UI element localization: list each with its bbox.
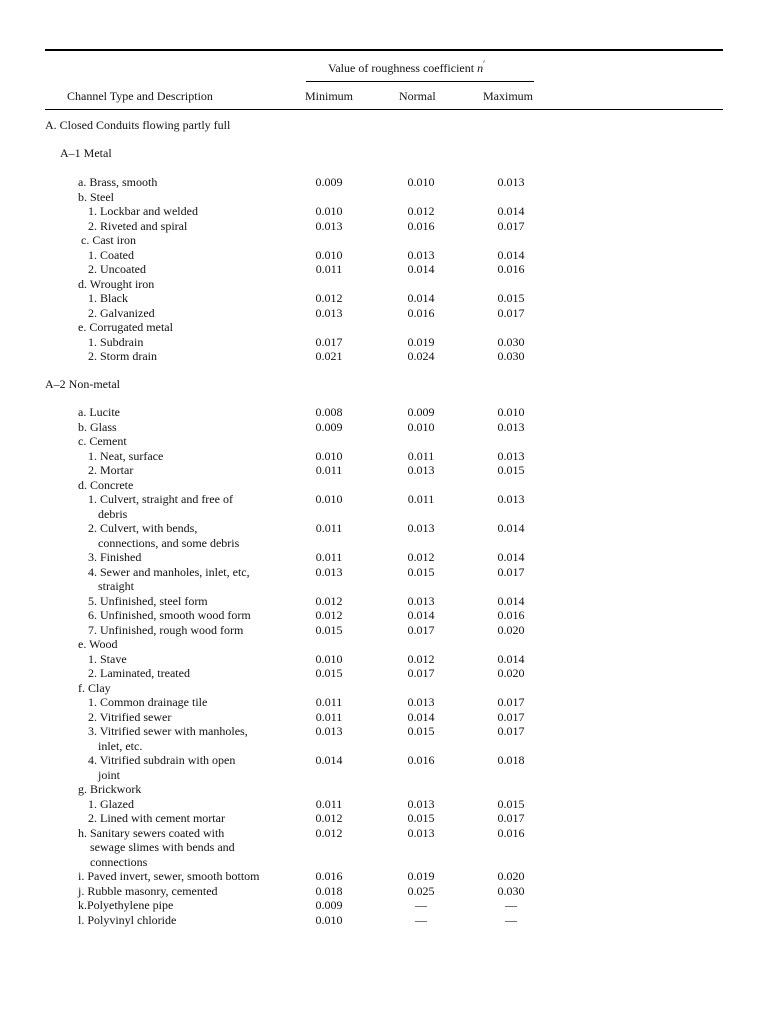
normal-value: 0.016 xyxy=(407,218,435,233)
maximum-value: 0.016 xyxy=(497,608,525,622)
maximum-value: 0.020 xyxy=(497,869,525,883)
table-row xyxy=(0,335,768,350)
normal-value: 0.010 xyxy=(407,175,435,189)
row-description: g. Brickwork xyxy=(78,782,142,796)
normal-value: — xyxy=(415,912,427,927)
normal-value: 0.025 xyxy=(407,883,435,898)
minimum-value: 0.010 xyxy=(315,247,343,262)
maximum-value: 0.030 xyxy=(497,883,525,898)
row-description: inlet, etc. xyxy=(98,738,143,753)
row-description: 1. Neat, surface xyxy=(88,448,164,463)
table-row xyxy=(0,608,768,623)
row-description: k.Polyethylene pipe xyxy=(78,898,174,912)
table-row xyxy=(0,536,768,551)
table-row xyxy=(0,869,768,884)
table-row xyxy=(0,550,768,565)
row-description: 2. Laminated, treated xyxy=(88,666,190,680)
table-row xyxy=(0,320,768,335)
table-row xyxy=(0,463,768,478)
maximum-value: 0.017 xyxy=(497,724,525,738)
row-description: 1. Black xyxy=(88,291,128,305)
row-description: connections, and some debris xyxy=(98,535,240,550)
maximum-value: 0.013 xyxy=(497,448,525,463)
maximum-value: 0.013 xyxy=(497,175,525,189)
row-description: 2. Culvert, with bends, xyxy=(88,521,198,535)
maximum-value: 0.020 xyxy=(497,666,525,680)
maximum-value: 0.014 xyxy=(497,651,525,666)
table-row xyxy=(0,521,768,536)
row-description: 1. Stave xyxy=(88,651,127,666)
normal-value: 0.014 xyxy=(407,291,435,305)
row-description: debris xyxy=(98,506,128,521)
normal-value: 0.019 xyxy=(407,334,435,349)
row-description: 6. Unfinished, smooth wood form xyxy=(88,608,251,622)
row-description: e. Wood xyxy=(78,637,118,651)
row-description: e. Corrugated metal xyxy=(78,320,173,334)
minimum-value: 0.012 xyxy=(315,811,343,825)
maximum-value: 0.013 xyxy=(497,492,525,506)
maximum-value: 0.030 xyxy=(497,334,525,349)
maximum-value: — xyxy=(505,898,517,912)
row-description: straight xyxy=(98,579,134,593)
maximum-value: 0.014 xyxy=(497,593,525,608)
row-description: 2. Vitrified sewer xyxy=(88,709,172,724)
row-description: f. Clay xyxy=(78,680,111,695)
normal-value: 0.016 xyxy=(407,305,435,320)
row-description: b. Glass xyxy=(78,419,117,434)
minimum-value: 0.011 xyxy=(315,463,343,477)
row-description: 1. Glazed xyxy=(88,796,134,811)
maximum-value: 0.016 xyxy=(497,825,525,840)
table-row xyxy=(0,753,768,768)
row-description: i. Paved invert, sewer, smooth bottom xyxy=(78,869,260,883)
normal-value: 0.012 xyxy=(407,204,435,218)
minimum-value: 0.009 xyxy=(315,898,343,912)
minimum-value: 0.021 xyxy=(315,349,343,363)
row-description: h. Sanitary sewers coated with xyxy=(78,825,225,840)
table-row xyxy=(0,262,768,277)
minimum-value: 0.012 xyxy=(315,291,343,305)
table-row xyxy=(0,248,768,263)
maximum-value: 0.014 xyxy=(497,550,525,564)
section-a1-title: A–1 Metal xyxy=(60,146,112,160)
minimum-value: 0.010 xyxy=(315,448,343,463)
row-description: 1. Subdrain xyxy=(88,334,144,349)
row-description: 2. Uncoated xyxy=(88,262,146,276)
row-description: 1. Culvert, straight and free of xyxy=(88,492,233,506)
n-prime: ′ xyxy=(483,59,486,69)
table-row xyxy=(0,724,768,739)
maximum-value: 0.015 xyxy=(497,796,525,811)
row-description: 2. Riveted and spiral xyxy=(88,218,188,233)
row-description: 4. Sewer and manholes, inlet, etc, xyxy=(88,564,250,579)
table-row xyxy=(0,190,768,205)
row-description: 1. Coated xyxy=(88,247,134,262)
minimum-value: 0.011 xyxy=(315,796,343,811)
minimum-value: 0.012 xyxy=(315,825,343,840)
normal-value: 0.010 xyxy=(407,419,435,434)
maximum-column-header: Maximum xyxy=(483,89,533,103)
row-description: l. Polyvinyl chloride xyxy=(78,912,177,927)
table-row xyxy=(0,204,768,219)
value-header-rule xyxy=(306,81,534,82)
maximum-value: 0.010 xyxy=(497,405,525,419)
row-description: 2. Mortar xyxy=(88,463,134,477)
table-row xyxy=(0,681,768,696)
minimum-column-header: Minimum xyxy=(305,89,354,103)
normal-value: 0.013 xyxy=(407,463,435,477)
table-row xyxy=(0,492,768,507)
normal-value: 0.015 xyxy=(407,564,435,579)
row-description: sewage slimes with bends and xyxy=(90,840,235,854)
normal-value: 0.013 xyxy=(407,796,435,811)
row-description: 7. Unfinished, rough wood form xyxy=(88,622,244,637)
table-row xyxy=(0,579,768,594)
section-a2-title: A–2 Non-metal xyxy=(45,377,120,391)
normal-column-header: Normal xyxy=(399,89,436,103)
minimum-value: 0.013 xyxy=(315,564,343,579)
normal-value: 0.013 xyxy=(407,825,435,840)
row-description: c. Cast iron xyxy=(81,233,136,247)
table-row xyxy=(0,277,768,292)
normal-value: 0.013 xyxy=(407,593,435,608)
table-row xyxy=(0,782,768,797)
table-row xyxy=(0,739,768,754)
maximum-value: — xyxy=(505,912,517,927)
maximum-value: 0.018 xyxy=(497,753,525,767)
row-description: b. Steel xyxy=(78,189,114,204)
maximum-value: 0.014 xyxy=(497,204,525,218)
maximum-value: 0.013 xyxy=(497,419,525,434)
normal-value: 0.014 xyxy=(407,262,435,276)
minimum-value: 0.016 xyxy=(315,869,343,883)
table-row xyxy=(0,826,768,841)
maximum-value: 0.017 xyxy=(497,305,525,320)
row-description: 2. Galvanized xyxy=(88,305,155,320)
normal-value: 0.011 xyxy=(407,448,435,463)
minimum-value: 0.010 xyxy=(315,912,343,927)
row-description: 1. Lockbar and welded xyxy=(88,204,198,218)
maximum-value: 0.017 xyxy=(497,709,525,724)
maximum-value: 0.030 xyxy=(497,349,525,363)
table-row xyxy=(0,478,768,493)
table-row xyxy=(0,565,768,580)
minimum-value: 0.009 xyxy=(315,175,343,189)
normal-value: 0.012 xyxy=(407,651,435,666)
row-description: 3. Vitrified sewer with manholes, xyxy=(88,724,248,738)
table-row xyxy=(0,449,768,464)
normal-value: 0.013 xyxy=(407,695,435,709)
row-description: a. Brass, smooth xyxy=(78,175,158,189)
minimum-value: 0.009 xyxy=(315,419,343,434)
maximum-value: 0.017 xyxy=(497,564,525,579)
table-row xyxy=(0,291,768,306)
minimum-value: 0.010 xyxy=(315,492,343,506)
minimum-value: 0.011 xyxy=(315,709,343,724)
minimum-value: 0.017 xyxy=(315,334,343,349)
normal-value: 0.014 xyxy=(407,709,435,724)
value-header: Value of roughness coefficient n′ xyxy=(328,59,486,75)
maximum-value: 0.016 xyxy=(497,262,525,276)
normal-value: 0.019 xyxy=(407,869,435,883)
maximum-value: 0.015 xyxy=(497,291,525,305)
table-row xyxy=(0,405,768,420)
table-row xyxy=(0,855,768,870)
header-rule xyxy=(45,109,723,110)
minimum-value: 0.015 xyxy=(315,666,343,680)
section-a-title: A. Closed Conduits flowing partly full xyxy=(45,118,231,132)
table-row xyxy=(0,884,768,899)
row-description: 3. Finished xyxy=(88,550,142,564)
minimum-value: 0.010 xyxy=(315,204,343,218)
row-description: 4. Vitrified subdrain with open xyxy=(88,753,236,767)
maximum-value: 0.017 xyxy=(497,811,525,825)
minimum-value: 0.010 xyxy=(315,651,343,666)
n-symbol: n xyxy=(477,61,484,75)
normal-value: 0.013 xyxy=(407,521,435,535)
table-row xyxy=(0,233,768,248)
table-row xyxy=(0,811,768,826)
normal-value: — xyxy=(415,898,427,912)
normal-value: 0.011 xyxy=(407,492,435,506)
table-row xyxy=(0,507,768,522)
minimum-value: 0.013 xyxy=(315,305,343,320)
table-row xyxy=(0,219,768,234)
normal-value: 0.015 xyxy=(407,724,435,738)
table-row xyxy=(0,306,768,321)
row-description: j. Rubble masonry, cemented xyxy=(78,883,218,898)
table-row xyxy=(0,840,768,855)
row-description: 5. Unfinished, steel form xyxy=(88,593,208,608)
minimum-value: 0.014 xyxy=(315,753,343,767)
minimum-value: 0.011 xyxy=(315,695,343,709)
table-row xyxy=(0,349,768,364)
maximum-value: 0.017 xyxy=(497,695,525,709)
maximum-value: 0.015 xyxy=(497,463,525,477)
normal-value: 0.024 xyxy=(407,349,435,363)
normal-value: 0.014 xyxy=(407,608,435,622)
minimum-value: 0.011 xyxy=(315,262,343,276)
table-row xyxy=(0,710,768,725)
table-row xyxy=(0,175,768,190)
row-description: 1. Common drainage tile xyxy=(88,695,208,709)
table-row xyxy=(0,420,768,435)
channel-column-header: Channel Type and Description xyxy=(67,89,213,103)
row-description: d. Concrete xyxy=(78,477,134,492)
top-rule xyxy=(45,49,723,51)
normal-value: 0.015 xyxy=(407,811,435,825)
maximum-value: 0.014 xyxy=(497,247,525,262)
minimum-value: 0.013 xyxy=(315,724,343,738)
table-row xyxy=(0,913,768,928)
row-description: connections xyxy=(90,854,148,869)
table-row xyxy=(0,623,768,638)
table-row xyxy=(0,797,768,812)
normal-value: 0.017 xyxy=(407,666,435,680)
normal-value: 0.009 xyxy=(407,405,435,419)
maximum-value: 0.017 xyxy=(497,218,525,233)
table-row xyxy=(0,898,768,913)
minimum-value: 0.012 xyxy=(315,593,343,608)
row-description: c. Cement xyxy=(78,434,127,448)
maximum-value: 0.020 xyxy=(497,622,525,637)
minimum-value: 0.015 xyxy=(315,622,343,637)
minimum-value: 0.018 xyxy=(315,883,343,898)
normal-value: 0.016 xyxy=(407,753,435,767)
minimum-value: 0.013 xyxy=(315,218,343,233)
table-row xyxy=(0,666,768,681)
table-row xyxy=(0,637,768,652)
minimum-value: 0.011 xyxy=(315,550,343,564)
normal-value: 0.017 xyxy=(407,622,435,637)
table-row xyxy=(0,652,768,667)
row-description: 2. Storm drain xyxy=(88,349,157,363)
row-description: joint xyxy=(98,767,121,782)
normal-value: 0.012 xyxy=(407,550,435,564)
normal-value: 0.013 xyxy=(407,247,435,262)
table-row xyxy=(0,434,768,449)
maximum-value: 0.014 xyxy=(497,521,525,535)
minimum-value: 0.008 xyxy=(315,405,343,419)
table-row xyxy=(0,768,768,783)
row-description: a. Lucite xyxy=(78,405,120,419)
minimum-value: 0.011 xyxy=(315,521,343,535)
table-row xyxy=(0,594,768,609)
row-description: d. Wrought iron xyxy=(78,276,155,291)
table-row xyxy=(0,695,768,710)
minimum-value: 0.012 xyxy=(315,608,343,622)
row-description: 2. Lined with cement mortar xyxy=(88,811,225,825)
